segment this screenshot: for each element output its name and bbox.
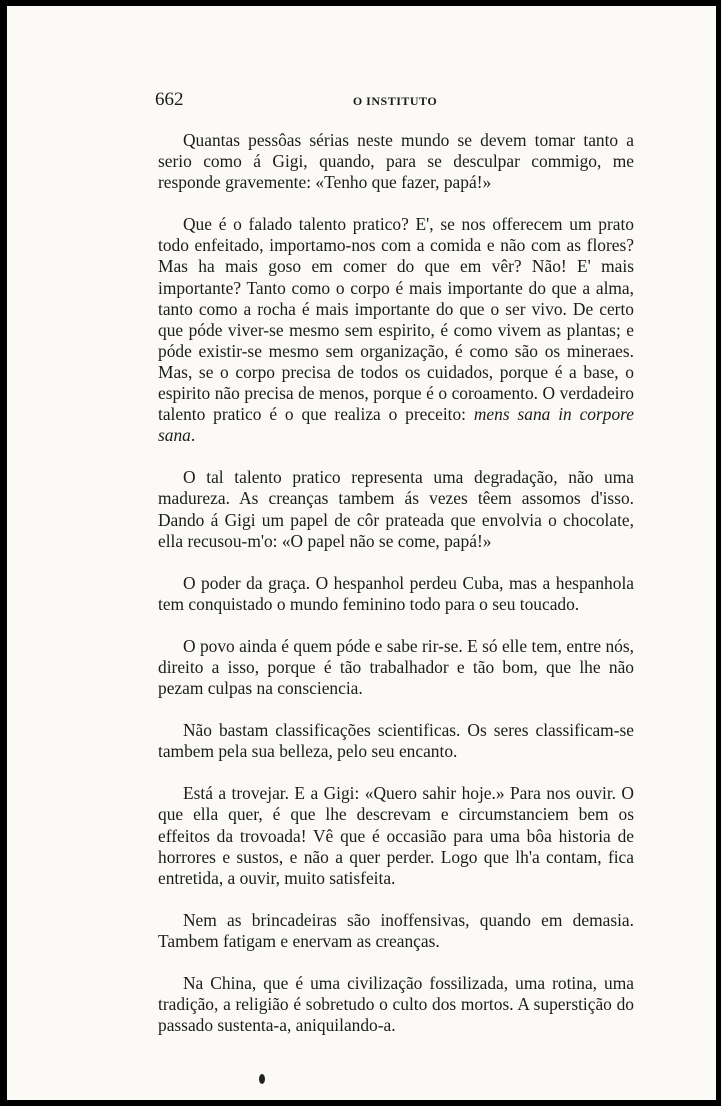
paragraph-5: O povo ainda é quem póde e sabe rir-se. E só elle tem, entre nós, direito a isso, porque é tão trabalhador e tão bom, que lhe não pezam culpas na consciencia. (158, 635, 634, 699)
latin-quote: mens sana in corpore sana (158, 404, 634, 446)
paragraph-3: O tal talento pratico representa uma degradação, não uma madureza. As creanças tambem ás vezes têem assomos d'isso. Dando á Gigi um papel de côr prateada que envolvia o chocolate, ella recusou-m'o: «O papel não se come, papá!» (158, 467, 634, 551)
running-head: O INSTITUTO (352, 94, 438, 108)
page (7, 6, 716, 1100)
paragraph-4: O poder da graça. O hespanhol perdeu Cuba, mas a hespanhola tem conquistado o mundo feminino todo para o seu toucado. (158, 572, 634, 614)
body-text (158, 130, 634, 1036)
paragraph-2-text: Que é o falado talento pratico? E', se nos offerecem um prato todo enfeitado, importamo-nos com a comida e não com as flores? Mas ha mais goso em comer do que em vêr? Não! E' mais importante? Tanto como o corpo é mais importante do que a alma, tanto como a rocha é mais importante do que o ser vivo. De certo que póde viver-se mesmo sem espirito, é como vivem as plantas; e póde existir-se mesmo sem organização, é como são os mineraes. Mas, se o corpo precisa de todos os cuidados, porque é a base, o espirito não precisa de menos, porque é o coroamento. O verdadeiro talento pratico é o que realiza o preceito: (158, 214, 634, 425)
paragraph-6: Não bastam classificações scientificas. Os seres classificam-se tambem pela sua belleza, pelo seu encanto. (158, 720, 634, 762)
paragraph-2-end: . (190, 425, 196, 446)
page-number: 662 (155, 89, 184, 110)
paragraph-7: Está a trovejar. E a Gigi: «Quero sahir hoje.» Para nos ouvir. O que ella quer, é que lhe descrevam e circumstanciem bem os effeitos da trovoada! Vê que é occasião para uma bôa historia de horrores e sustos, e não a quer perder. Logo que lh'a contam, fica entretida, a ouvir, muito satisfeita. (158, 783, 634, 888)
paragraph-8: Nem as brincadeiras são inoffensivas, quando em demasia. Tambem fatigam e enervam as creanças. (158, 909, 634, 951)
ink-mark (259, 1074, 265, 1084)
paragraph-2 (158, 214, 634, 446)
paragraph-1: Quantas pessôas sérias neste mundo se devem tomar tanto a serio como á Gigi, quando, para se desculpar commigo, me responde gravemente: «Tenho que fazer, papá!» (158, 130, 634, 193)
paragraph-9: Na China, que é uma civilização fossilizada, uma rotina, uma tradição, a religião é sobretudo o culto dos mortos. A superstição do passado sustenta-a, aniquilando-a. (158, 973, 634, 1036)
page-header (155, 89, 635, 113)
